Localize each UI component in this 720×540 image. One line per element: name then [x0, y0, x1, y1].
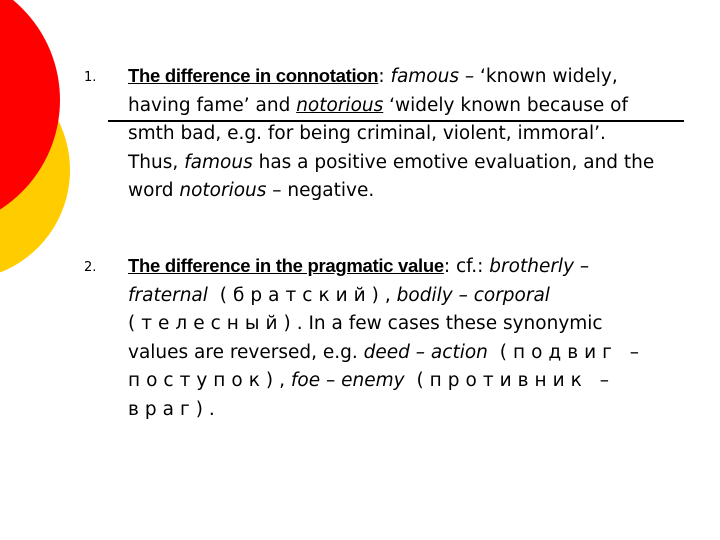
item-number: 2.: [84, 260, 97, 275]
item-text: The difference in connotation: famous – ‘known widely, having fame’ and notorious ‘widely known because of smth bad, e.g. for being criminal, violent, immoral’. Thus, famous has a positive emotive evaluation, and the word notorious – negative.: [128, 65, 655, 201]
item-text: The difference in the pragmatic value: cf.: brotherly – fraternal (братский), bodily – corporal (телесный). In a few cases these synonymic values are reversed, e.g. deed – action (подвиг – поступок), foe – enemy (противник – враг).: [128, 255, 645, 420]
item-heading: The difference in connotation: [128, 65, 379, 86]
item-heading: The difference in the pragmatic value: [128, 255, 444, 276]
item-number: 1.: [84, 70, 97, 85]
